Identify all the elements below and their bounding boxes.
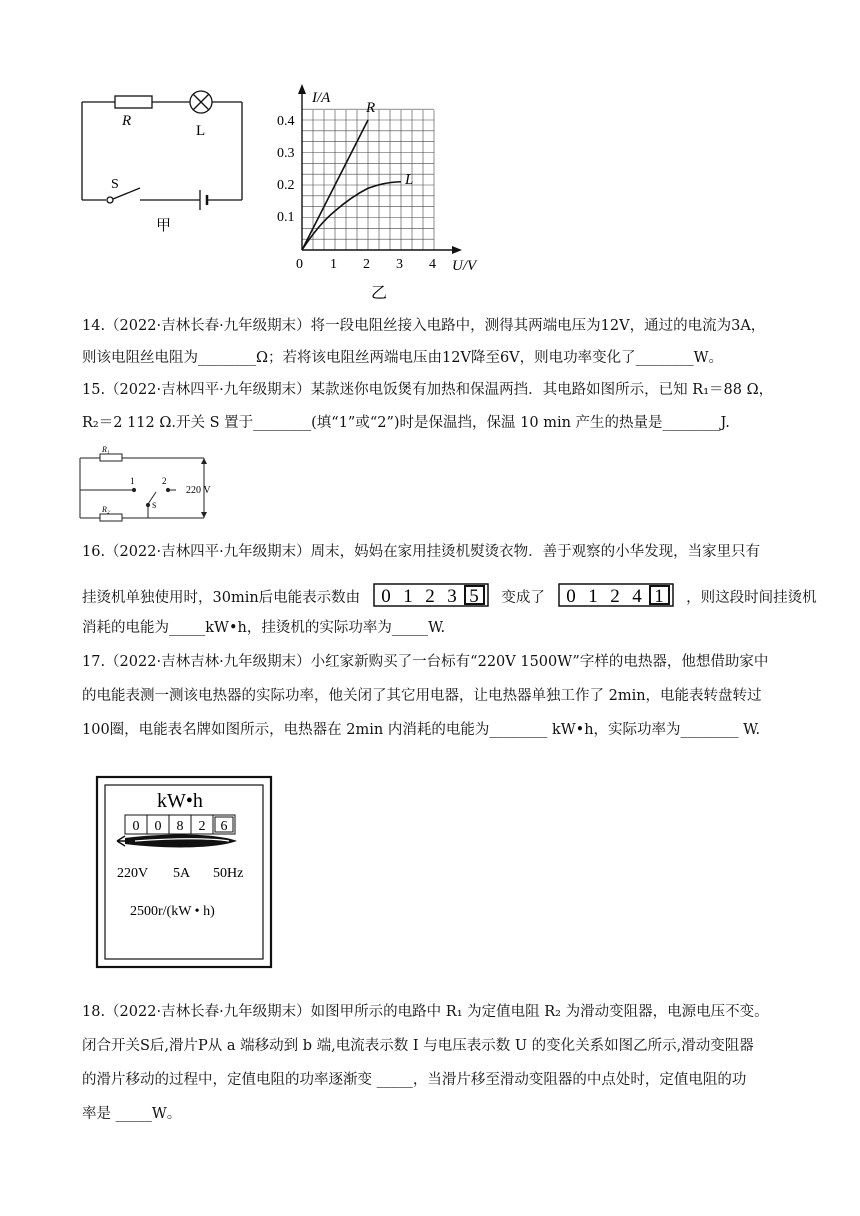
question-14-line-1: 14.（2022·吉林长春·九年级期末）将一段电阻丝接入电路中，测得其两端电压为12V，通过的电流为3A， [82, 318, 766, 334]
question-17-line-2: 的电能表测一测该电热器的实际功率，他关闭了其它用电器，让电热器单独工作了 2min，电能表转盘转过 [82, 688, 762, 704]
meter-current: 5A [173, 866, 191, 881]
meter-reading-after [558, 583, 674, 613]
nameplate-digit: 0 [154, 819, 162, 834]
question-18-line-4: 率是 _____W。 [82, 1106, 182, 1122]
question-16-line-2 [82, 583, 817, 613]
r2-label: R₂ [102, 505, 110, 514]
meter-frequency: 50Hz [213, 866, 244, 881]
question-14-line-2: 则该电阻丝电阻为________Ω；若将该电阻丝两端电压由12V降至6V，则电功率变化了________W。 [82, 350, 724, 366]
y-tick-label: 0.3 [277, 146, 295, 161]
voltage-label: 220 V [186, 485, 211, 496]
y-tick-label: 0.2 [277, 178, 295, 193]
x-axis-label: U/V [452, 258, 477, 274]
l-label: L [196, 123, 206, 139]
x-tick-label: 1 [330, 257, 337, 272]
position-2-label: 2 [162, 476, 167, 486]
y-tick-label: 0.4 [277, 114, 295, 129]
iu-graph-yi [268, 80, 498, 305]
resistor-r [115, 96, 152, 108]
question-17-line-3: 100圈，电能表名牌如图所示，电热器在 2min 内消耗的电能为________ kW•h，实际功率为________ W. [82, 722, 761, 738]
question-16-text-b: 变成了 [501, 590, 545, 606]
meter-unit: kW•h [157, 790, 203, 812]
meter-digit: 3 [447, 586, 457, 607]
figure-caption-yi: 乙 [371, 285, 388, 302]
circuit-diagram-jia [70, 80, 260, 240]
r1-label: R₁ [102, 445, 110, 454]
question-15-line-1: 15.（2022·吉林四平·九年级期末）某款迷你电饭煲有加热和保温两挡．其电路如图所示，已知 R₁＝88 Ω， [82, 382, 774, 398]
question-16-text-a: 挂烫机单独使用时，30min后电能表示数由 [82, 590, 361, 606]
meter-digit: 1 [653, 586, 664, 607]
meter-voltage: 220V [117, 866, 149, 881]
meter-constant: 2500r/(kW • h) [130, 904, 215, 919]
meter-digit: 1 [587, 586, 598, 607]
meter-digit: 5 [469, 586, 479, 607]
nameplate-digit: 6 [220, 819, 228, 834]
nameplate-digit: 0 [132, 819, 140, 834]
meter-digit: 0 [381, 586, 391, 607]
meter-digit: 4 [631, 586, 642, 607]
r-label: R [122, 113, 132, 129]
curve-label-l: L [405, 172, 414, 188]
question-16-line-1: 16.（2022·吉林四平·九年级期末）周末，妈妈在家用挂烫机熨烫衣物．善于观察的小华发现，当家里只有 [82, 544, 761, 560]
switch-label: S [152, 501, 157, 510]
figure-caption-jia: 甲 [156, 218, 172, 234]
series-line-l [302, 182, 401, 250]
y-axis-label: I/A [312, 90, 331, 106]
meter-digit: 2 [609, 586, 620, 607]
x-tick-label: 4 [429, 257, 436, 272]
position-1-label: 1 [130, 476, 135, 486]
rice-cooker-circuit [74, 444, 234, 526]
meter-digit: 0 [565, 586, 576, 607]
question-16-text-c: ，则这段时间挂烫机 [686, 590, 817, 606]
meter-digit: 2 [425, 586, 435, 607]
resistor-r2 [100, 514, 122, 521]
question-17-line-1: 17.（2022·吉林吉林·九年级期末）小红家新购买了一台标有“220V 1500W”字样的电热器，他想借助家中 [82, 654, 769, 670]
resistor-r1 [100, 454, 122, 461]
curve-label-r: R [366, 100, 376, 116]
x-tick-label: 0 [296, 257, 303, 272]
question-15-line-2: R₂＝2 112 Ω.开关 S 置于________(填“1”或“2”)时是保温挡，保温 10 min 产生的热量是________J. [82, 415, 730, 431]
meter-reading-before [373, 583, 489, 613]
question-18-line-1: 18.（2022·吉林长春·九年级期末）如图甲所示的电路中 R₁ 为定值电阻 R₂ 为滑动变阻器，电源电压不变。 [82, 1004, 769, 1020]
question-18-line-2: 闭合开关S后,滑片P从 a 端移动到 b 端,电流表示数 I 与电压表示数 U 的变化关系如图乙所示,滑动变阻器 [82, 1038, 754, 1054]
question-18-line-3: 的滑片移动的过程中，定值电阻的功率逐渐变 _____，当滑片移至滑动变阻器的中点处时，定值电阻的功 [82, 1072, 747, 1088]
x-tick-label: 3 [396, 257, 403, 272]
y-tick-label: 0.1 [277, 210, 295, 225]
nameplate-digit: 8 [176, 819, 184, 834]
meter-digit: 1 [403, 586, 413, 607]
question-16-line-3: 消耗的电能为_____kW•h，挂烫机的实际功率为_____W. [82, 620, 446, 636]
energy-meter-nameplate [95, 775, 275, 971]
nameplate-digit: 2 [198, 819, 206, 834]
x-tick-label: 2 [363, 257, 370, 272]
s-label: S [111, 177, 119, 192]
